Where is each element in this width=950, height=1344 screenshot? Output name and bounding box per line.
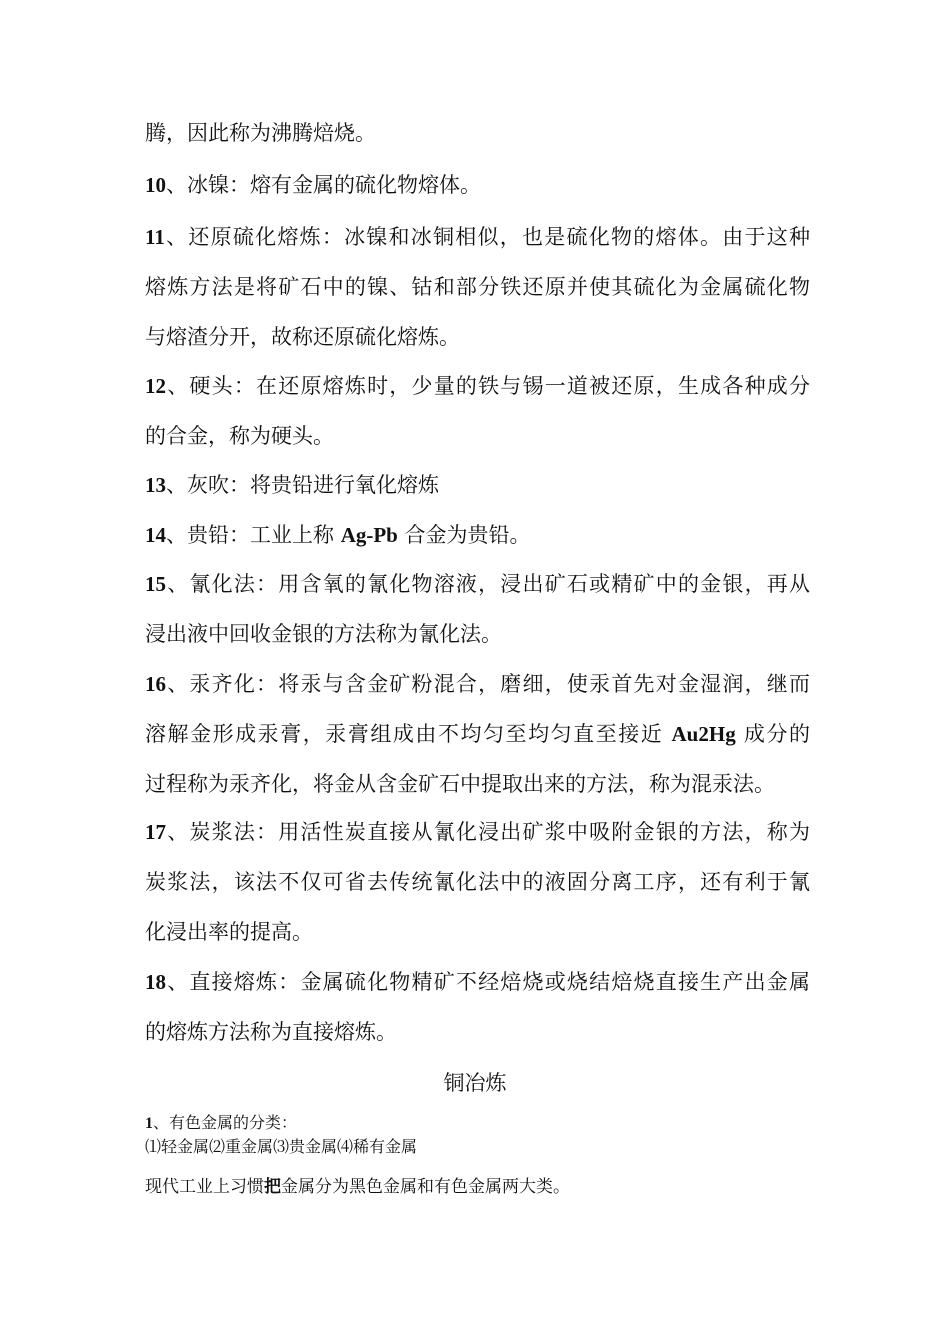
classification-note xyxy=(145,1176,570,1198)
text-segment: 、贵铅：工业上称 xyxy=(166,523,341,547)
text-line: 腾，因此称为沸腾焙烧。 xyxy=(145,121,376,145)
emphasis-text: 把 xyxy=(264,1177,281,1196)
item-number: 10 xyxy=(145,173,166,197)
text-line: 熔炼方法是将矿石中的镍、钴和部分铁还原并使其硫化为金属硫化物 xyxy=(145,275,810,299)
text-line: 的熔炼方法称为直接熔炼。 xyxy=(145,1020,397,1044)
text-line: 、氰化法：用含氧的氰化物溶液，浸出矿石或精矿中的金银，再从 xyxy=(166,572,810,596)
item-number: 15 xyxy=(145,572,166,596)
text-line: 、汞齐化：将汞与含金矿粉混合，磨细，使汞首先对金湿润，继而 xyxy=(166,672,810,696)
metal-categories-list: ⑴轻金属⑵重金属⑶贵金属⑷稀有金属 xyxy=(145,1137,418,1156)
question-1 xyxy=(145,1112,297,1135)
item-number: 14 xyxy=(145,523,166,547)
text-line: 炭浆法，该法不仅可省去传统氰化法中的液固分离工序，还有利于氰 xyxy=(145,870,810,894)
text-line: 、直接熔炼：金属硫化物精矿不经焙烧或烧结焙烧直接生产出金属 xyxy=(166,970,810,994)
text-segment: 成分的 xyxy=(735,722,810,746)
item-number: 12 xyxy=(145,374,166,398)
text-line: 、灰吹：将贵铅进行氧化熔炼 xyxy=(166,473,439,497)
text-line: 、冰镍：熔有金属的硫化物熔体。 xyxy=(166,173,481,197)
item-number: 11 xyxy=(145,225,165,249)
item-number: 18 xyxy=(145,970,166,994)
text-line: 、炭浆法：用活性炭直接从氰化浸出矿浆中吸附金银的方法，称为 xyxy=(166,820,810,844)
text-segment: 现代工业上习惯 xyxy=(145,1177,264,1197)
text-line: 过程称为汞齐化，将金从含金矿石中提取出来的方法，称为混汞法。 xyxy=(145,772,775,796)
text-segment: 金属分为黑色金属和有色金属两大类。 xyxy=(281,1177,570,1197)
text-segment: 溶解金形成汞膏，汞膏组成由不均匀至均匀直至接近 xyxy=(145,722,672,746)
item-number: 17 xyxy=(145,820,166,844)
item-number: 1 xyxy=(145,1115,153,1132)
text-line: 浸出液中回收金银的方法称为氰化法。 xyxy=(145,622,502,646)
text-segment: 合金为贵铅。 xyxy=(397,523,531,547)
text-line: 的合金，称为硬头。 xyxy=(145,424,334,448)
section-heading: 铜冶炼 xyxy=(443,1071,507,1095)
text-line: 与熔渣分开，故称还原硫化熔炼。 xyxy=(145,325,460,349)
text-line: 、硬头：在还原熔炼时，少量的铁与锡一道被还原，生成各种成分 xyxy=(166,374,810,398)
alloy-formula: Ag-Pb xyxy=(340,523,398,547)
text-line: 、有色金属的分类： xyxy=(153,1113,298,1132)
item-number: 13 xyxy=(145,473,166,497)
text-line: 、还原硫化熔炼：冰镍和冰铜相似，也是硫化物的熔体。由于这种 xyxy=(164,225,810,249)
compound-formula: Au2Hg xyxy=(671,722,736,746)
item-number: 16 xyxy=(145,672,166,696)
text-line: 化浸出率的提高。 xyxy=(145,920,313,944)
